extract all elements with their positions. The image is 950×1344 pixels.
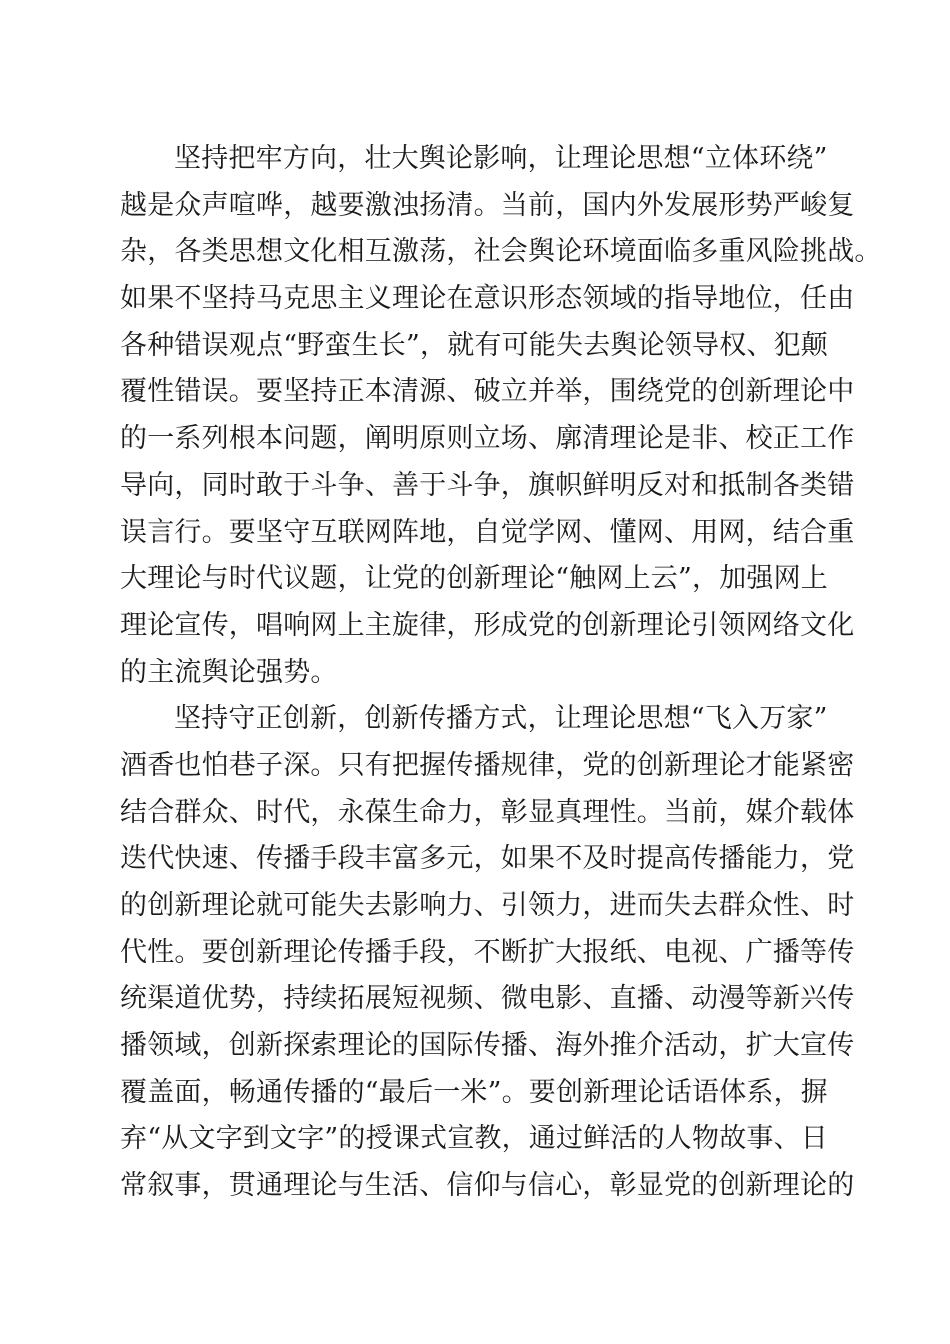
text-line: 理论宣传，唱响网上主旋律，形成党的创新理论引领网络文化: [120, 609, 855, 641]
text-line: 导向，同时敢于斗争、善于斗争，旗帜鲜明反对和抵制各类错: [120, 469, 855, 501]
text-line: 的创新理论就可能失去影响力、引领力，进而失去群众性、时: [120, 890, 855, 921]
text-line: 结合群众、时代，永葆生命力，彰显真理性。当前，媒介载体: [120, 796, 855, 828]
text-line: 误言行。要坚守互联网阵地，自觉学网、懂网、用网，结合重: [120, 516, 855, 548]
text-line: 杂，各类思想文化相互激荡，社会舆论环境面临多重风险挑战。: [120, 236, 882, 268]
text-line: 常叙事，贯通理论与生活、信仰与信心，彰显党的创新理论的: [120, 1170, 855, 1202]
text-line: 的主流舆论强势。: [120, 656, 338, 688]
paragraph-heading: 坚持守正创新，创新传播方式，让理论思想“飞入万家”: [174, 703, 828, 735]
text-line: 大理论与时代议题，让党的创新理论“触网上云”，加强网上: [120, 563, 829, 595]
text-line: 迭代快速、传播手段丰富多元，如果不及时提高传播能力，党: [120, 843, 855, 875]
text-line: 弃“从文字到文字”的授课式宣教，通过鲜活的人物故事、日: [120, 1123, 829, 1155]
text-line: 的一系列根本问题，阐明原则立场、廓清理论是非、校正工作: [120, 423, 855, 455]
text-line: 酒香也怕巷子深。只有把握传播规律，党的创新理论才能紧密: [120, 749, 855, 781]
text-line: 覆性错误。要坚持正本清源、破立并举，围绕党的创新理论中: [120, 376, 855, 408]
paragraph-1: [120, 136, 882, 696]
text-line: 各种错误观点“野蛮生长”，就有可能失去舆论领导权、犯颠: [120, 329, 829, 361]
paragraph-heading: 坚持把牢方向，壮大舆论影响，让理论思想“立体环绕”: [174, 143, 828, 174]
text-line: 代性。要创新理论传播手段，不断扩大报纸、电视、广播等传: [120, 936, 855, 968]
text-line: 如果不坚持马克思主义理论在意识形态领域的指导地位，任由: [120, 283, 855, 315]
text-line: 越是众声喧哗，越要激浊扬清。当前，国内外发展形势严峻复: [120, 189, 855, 221]
text-line: 统渠道优势，持续拓展短视频、微电影、直播、动漫等新兴传: [120, 983, 855, 1015]
text-line: 播领域，创新探索理论的国际传播、海外推介活动，扩大宣传: [120, 1030, 855, 1062]
body-text: [120, 136, 882, 1210]
text-line: 覆盖面，畅通传播的“最后一米”。要创新理论话语体系，摒: [120, 1076, 829, 1108]
paragraph-2: [120, 696, 855, 1210]
